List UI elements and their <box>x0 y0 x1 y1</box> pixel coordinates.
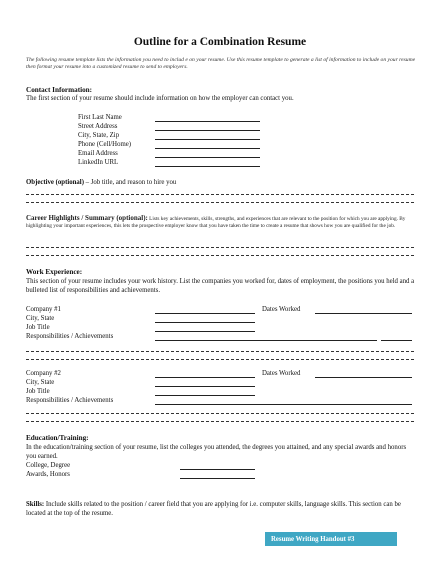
company1-label: Company #1 <box>26 306 61 313</box>
skills-heading: Skills: <box>26 501 45 508</box>
contact-field-name: First Last Name <box>78 114 122 121</box>
career-line-2 <box>26 255 414 256</box>
company1-resp-label: Responsibilities / Achievements <box>26 333 114 340</box>
contact-street-line <box>155 130 260 131</box>
intro-text: The following resume template lists the information you need to includ e on your resume. Use this resume template to generate a list of information to include on your resume then format your resume into a customized resume to send to employers. <box>26 57 416 71</box>
skills-paragraph <box>26 500 418 518</box>
work-text: This section of your resume includes your work history. List the companies you worked for, dates of employment, the positions you held and a bulleted list of responsibilities and achievements. <box>26 278 415 294</box>
page-title: Outline for a Combination Resume <box>133 36 307 48</box>
company1-resp-line <box>155 340 377 341</box>
objective-line-2 <box>26 202 414 203</box>
career-line-1 <box>26 247 414 248</box>
education-college-line <box>180 469 255 470</box>
company2-dates-line <box>315 377 412 378</box>
company1-job-label: Job Title <box>26 324 50 331</box>
objective-text: – Job title, and reason to hire you <box>83 179 177 186</box>
contact-name-line <box>155 121 260 122</box>
contact-field-street: Street Address <box>78 123 118 130</box>
contact-field-phone: Phone (Cell/Home) <box>78 141 132 148</box>
career-text: Lists key achievements, skills, strengths, and experiences that are relevant to the position for which you are applying. By highlighting your important experiences, this lets the prospective employer know that you have taken the time to create a resume that shows how you are qualified for the job. <box>26 216 406 230</box>
skills-text: Include skills related to the position / career field that you are applying for i.e. computer skills, language skills. This section can be located at the top of the resume. <box>26 501 401 517</box>
company2-city-label: City, State <box>26 379 55 386</box>
education-college-label: College, Degree <box>26 462 71 469</box>
company2-job-label: Job Title <box>26 388 50 395</box>
career-paragraph <box>26 215 416 230</box>
contact-field-email: Email Address <box>78 150 118 157</box>
company2-line <box>155 377 255 378</box>
company1-dates-label: Dates Worked <box>262 306 301 313</box>
contact-field-linkedin: LinkedIn URL <box>78 159 119 166</box>
contact-heading: Contact Information: <box>26 86 93 94</box>
objective-heading: Objective (optional) <box>26 179 84 186</box>
education-heading: Education/Training: <box>26 434 89 442</box>
company2-line-a <box>26 413 414 414</box>
contact-linkedin-line <box>155 166 260 167</box>
company2-city-line <box>155 386 255 387</box>
contact-email-line <box>155 157 260 158</box>
company1-line <box>155 313 255 314</box>
company1-resp-line-end <box>381 340 412 341</box>
company1-line-a <box>26 351 414 352</box>
company2-job-line <box>155 395 255 396</box>
education-text: In the education/training section of your resume, list the colleges you attended, the degrees you attained, and any special awards and honors you earned. <box>26 444 407 460</box>
company1-city-label: City, State <box>26 315 55 322</box>
objective-row <box>26 179 176 186</box>
contact-phone-line <box>155 148 260 149</box>
company1-job-line <box>155 331 255 332</box>
work-heading: Work Experience: <box>26 268 83 276</box>
contact-field-city: City, State, Zip <box>78 132 120 139</box>
company2-resp-label: Responsibilities / Achievements <box>26 397 114 404</box>
company2-line-b <box>26 421 414 422</box>
career-heading: Career Highlights / Summary (optional): <box>26 214 148 222</box>
company2-resp-line <box>155 404 412 405</box>
company1-city-line <box>155 322 255 323</box>
company1-line-b <box>26 359 414 360</box>
company2-dates-label: Dates Worked <box>262 370 301 377</box>
company2-label: Company #2 <box>26 370 61 377</box>
objective-line-1 <box>26 194 414 195</box>
company1-dates-line <box>315 313 412 314</box>
contact-text: The first section of your resume should include information on how the employer can contact you. <box>26 95 294 102</box>
education-awards-line <box>180 478 255 479</box>
footer-handout-label: Resume Writing Handout #3 <box>265 532 397 546</box>
contact-city-line <box>155 139 260 140</box>
education-awards-label: Awards, Honors <box>26 471 70 478</box>
